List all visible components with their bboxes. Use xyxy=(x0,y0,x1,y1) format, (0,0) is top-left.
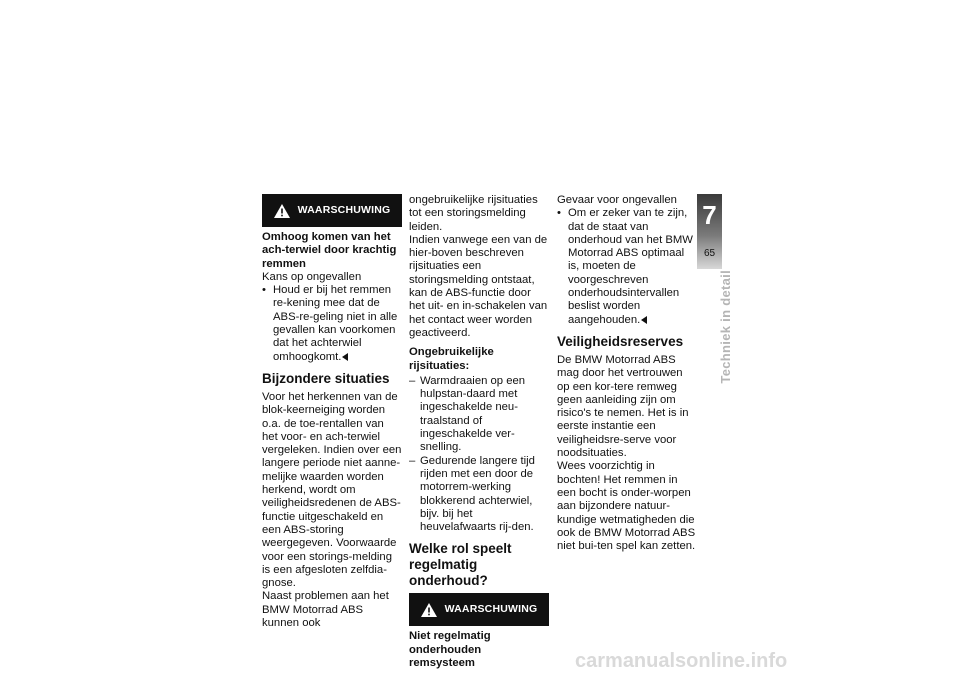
warning-box-2 xyxy=(409,593,549,626)
column-2 xyxy=(409,194,549,670)
subheading-ongebruikelijke: Ongebruikelijke rijsituaties: xyxy=(409,346,494,372)
chapter-tab xyxy=(697,194,722,269)
warning-title-1: Omhoog komen van het ach-terwiel door krachtig remmen xyxy=(262,231,397,270)
warning-bullets-2 xyxy=(557,207,697,327)
paragraph: Voor het herkennen van de blok-keerneiging worden o.a. de toe-rentallen van het voor- en ach-terwiel vergeleken. Indien over een langere periode niet aanne-melijke waarden worden herkend, wordt om veiligheidsredenen de ABS-functie uitgeschakeld en een ABS-storing weergegeven. Voorwaarde voor een storings-melding is een afgesloten zelfdia-gnose. xyxy=(262,390,402,590)
warning-label-2: WAARSCHUWING xyxy=(444,603,538,616)
section-heading-bijzondere: Bijzondere situaties xyxy=(262,370,390,386)
section-heading-onderhoud: Welke rol speelt regelmatig onderhoud? xyxy=(409,541,512,589)
column-1 xyxy=(262,194,402,630)
list-item: – Gedurende langere tijd rijden met een door de motorrem-werking blokkerend achterwiel, bijv. bij het heuvelafwaarts rij-den. xyxy=(409,455,549,535)
page-number: 65 xyxy=(703,248,716,259)
chapter-number: 7 xyxy=(702,200,717,230)
list-item: • Om er zeker van te zijn, dat de staat van onderhoud van het BMW Motorrad ABS optimaal is, moeten de voorgeschreven onderhoudsintervallen beslist worden aangehouden. xyxy=(557,207,697,327)
list-item: • Houd er bij het remmen re-kening mee dat de ABS-re-geling niet in alle gevallen kan voorkomen dat het achterwiel omhoogkomt. xyxy=(262,284,402,364)
section-side-title: Techniek in detail xyxy=(718,270,733,384)
paragraph: ongebruikelijke rijsituaties tot een storingsmelding leiden. xyxy=(409,194,538,233)
warning-bullets-1 xyxy=(262,284,402,364)
end-mark-icon xyxy=(641,316,647,324)
end-mark-icon xyxy=(342,353,348,361)
paragraph: Wees voorzichtig in bochten! Het remmen in een bocht is onder-worpen aan bijzondere natuur-kundige wetmatigheden die ook de BMW Motorrad ABS niet bui-ten spel kan zetten. xyxy=(557,460,696,553)
column-3 xyxy=(557,194,697,553)
warning-title-2: Niet regelmatig onderhouden remsysteem xyxy=(409,630,491,670)
section-heading-veiligheid: Veiligheidsreserves xyxy=(557,333,684,349)
paragraph: Naast problemen aan het BMW Motorrad ABS kunnen ook xyxy=(262,590,389,630)
warning-box-1 xyxy=(262,194,402,227)
warning-label-1: WAARSCHUWING xyxy=(297,203,391,216)
dash-list xyxy=(409,375,549,535)
paragraph: De BMW Motorrad ABS mag door het vertrouwen op een kor-tere remweg geen aanleiding zijn om risico's te nemen. Het is in eerste instantie een veiligheidsre-serve voor noodsituaties. xyxy=(557,353,689,460)
paragraph: Indien vanwege een van de hier-boven beschreven rijsituaties een storingsmelding ontstaat, kan de ABS-functie door het uit- en in-schakelen van het contact weer worden geactiveerd. xyxy=(409,233,548,339)
list-item: – Warmdraaien op een hulpstan-daard met ingeschakelde neu-traalstand of ingeschakelde ver-snelling. xyxy=(409,375,549,455)
warning-triangle-icon xyxy=(421,603,437,617)
warning-lead-1: Kans op ongevallen xyxy=(262,270,362,283)
watermark: carmanualsonline.info xyxy=(575,650,788,672)
warning-triangle-icon xyxy=(274,204,290,218)
warning-lead-2: Gevaar voor ongevallen xyxy=(557,194,677,206)
